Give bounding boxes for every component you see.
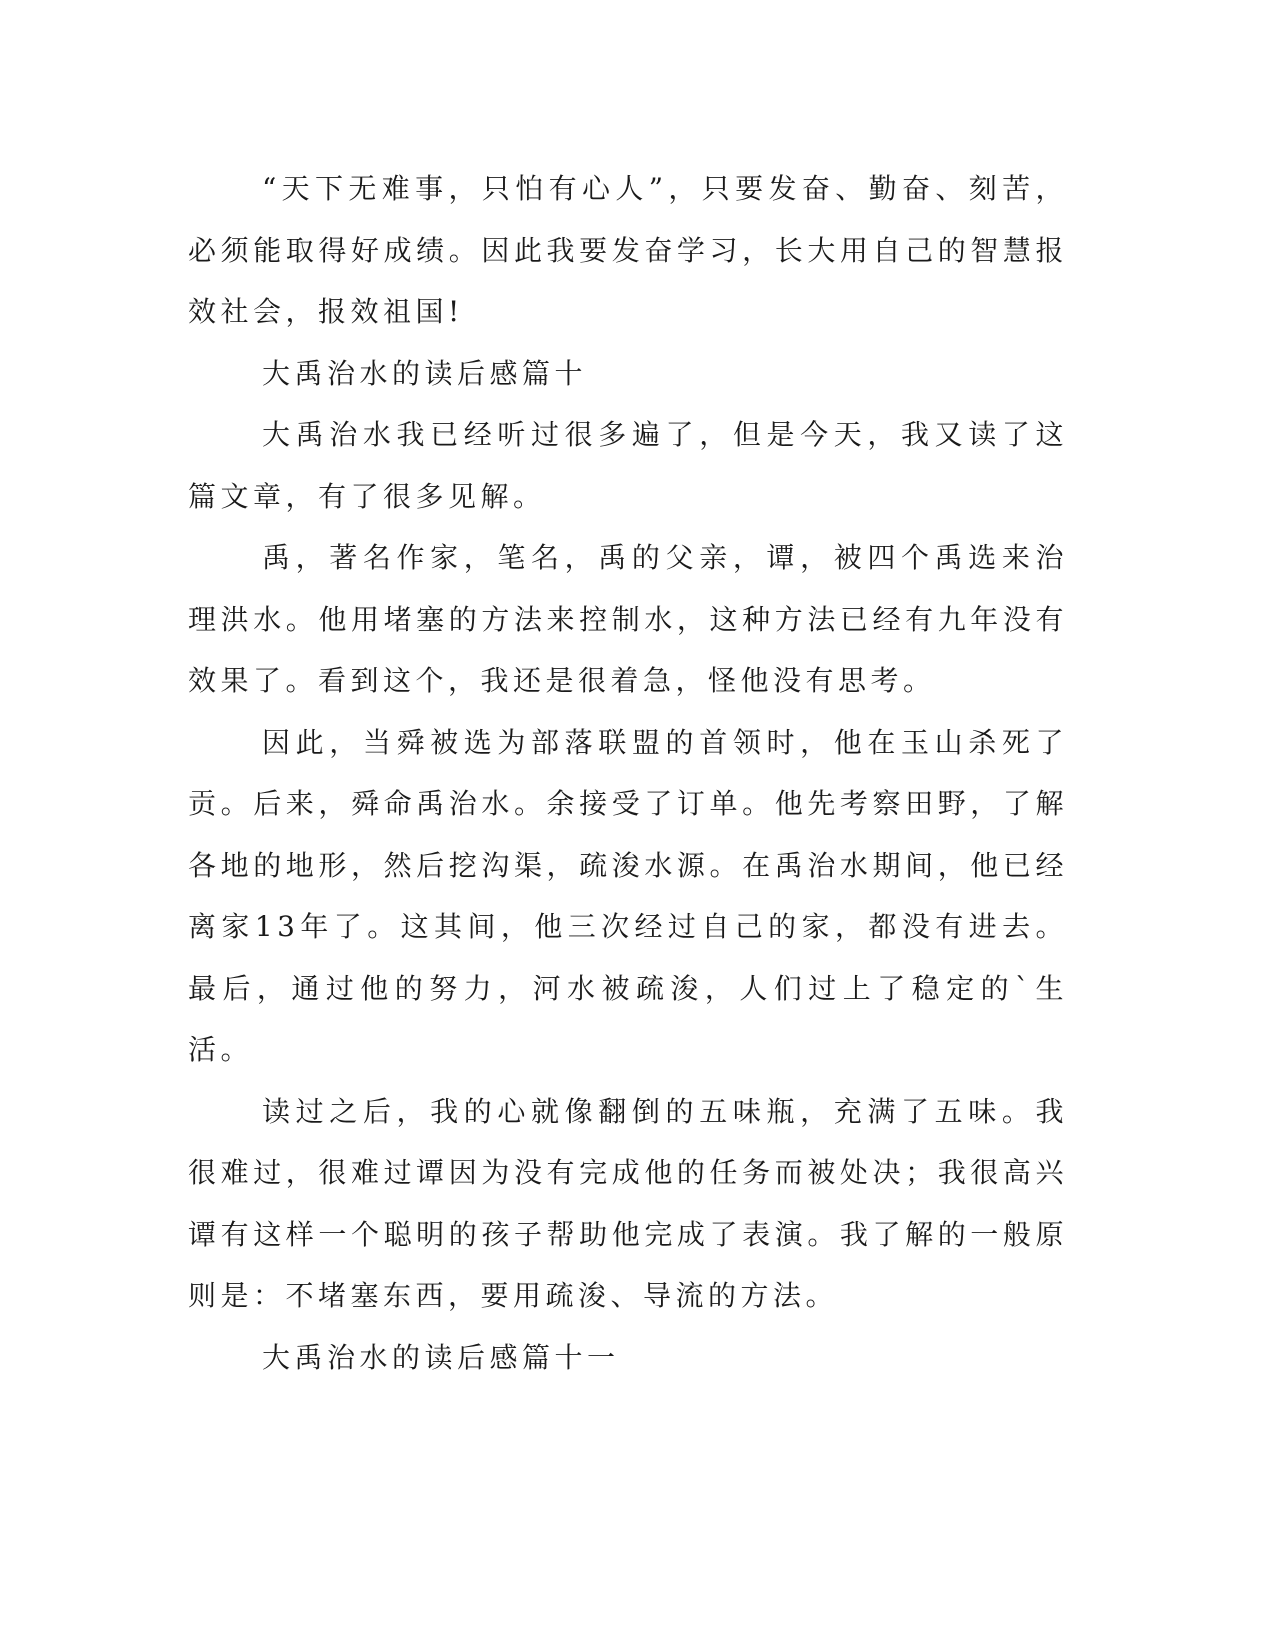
paragraph-father: 禹，著名作家，笔名，禹的父亲，谭，被四个禹选来治理洪水。他用堵塞的方法来控制水，这种方法已经有九年没有效果了。看到这个，我还是很着急，怪他没有思考。 xyxy=(188,541,1068,697)
paragraph-story: 因此，当舜被选为部落联盟的首领时，他在玉山杀死了贡。后来，舜命禹治水。余接受了订单。他先考察田野，了解各地的地形，然后挖沟渠，疏浚水源。在禹治水期间，他已经离家13年了。这其间，他三次经过自己的家，都没有进去。最后，通过他的努力，河水被疏浚，人们过上了稳定的`生活。 xyxy=(188,725,1068,1066)
section-heading-11: 大禹治水的读后感篇十一 xyxy=(262,1340,620,1374)
section-heading-10: 大禹治水的读后感篇十 xyxy=(262,356,588,390)
document-body xyxy=(188,158,1068,1388)
paragraph-reflection: 读过之后，我的心就像翻倒的五味瓶，充满了五味。我很难过，很难过谭因为没有完成他的任务而被处决；我很高兴谭有这样一个聪明的孩子帮助他完成了表演。我了解的一般原则是：不堵塞东西，要用疏浚、导流的方法。 xyxy=(188,1094,1068,1312)
paragraph-conclusion: “天下无难事，只怕有心人”，只要发奋、勤奋、刻苦，必须能取得好成绩。因此我要发奋学习，长大用自己的智慧报效社会，报效祖国! xyxy=(188,172,1068,328)
paragraph-intro: 大禹治水我已经听过很多遍了，但是今天，我又读了这篇文章，有了很多见解。 xyxy=(188,418,1068,513)
